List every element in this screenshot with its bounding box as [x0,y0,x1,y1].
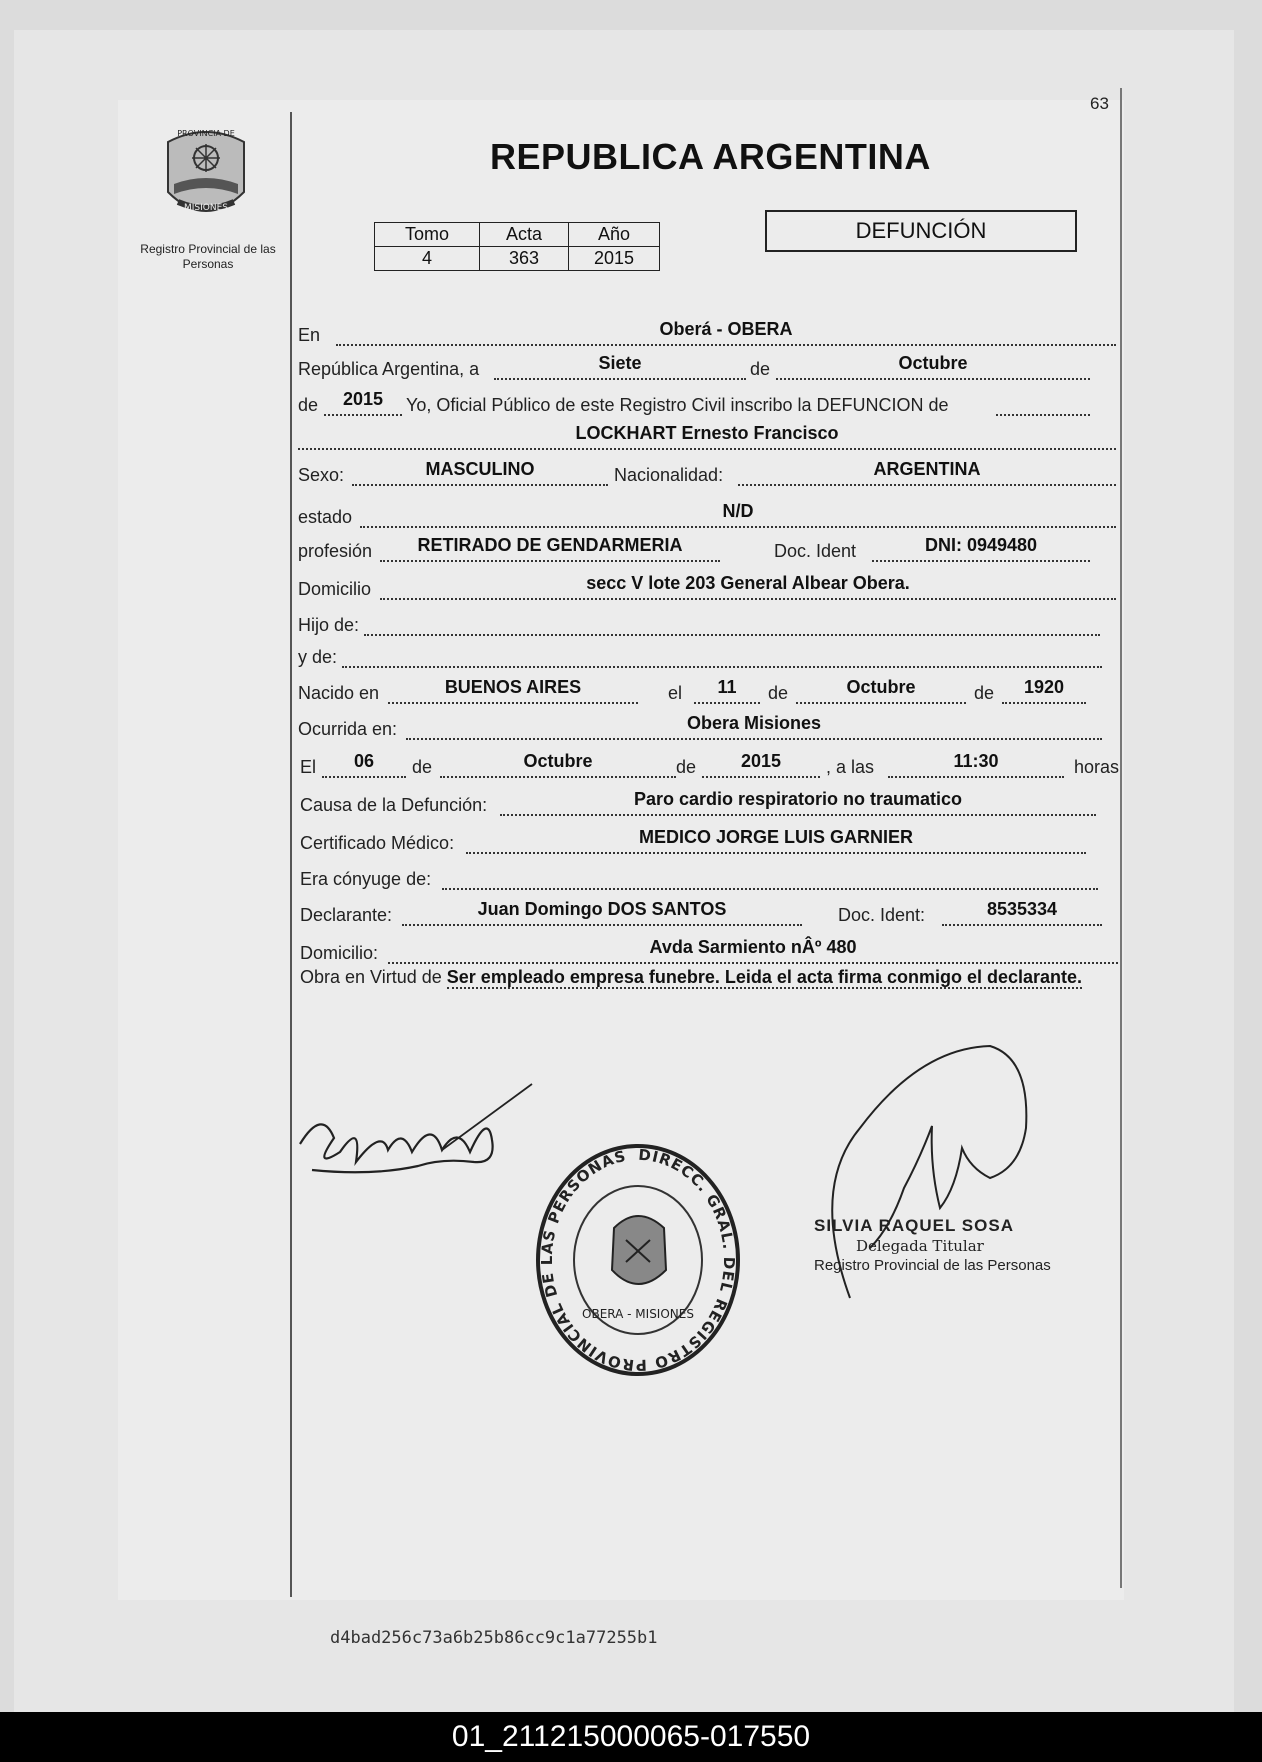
row-causa [298,788,1120,818]
row-nacido [298,676,1120,706]
sexo-label: Sexo: [298,465,345,485]
row-declarante [298,898,1120,928]
birth-de-label: de [768,683,789,703]
birth-year: 1920 [1002,676,1086,704]
right-margin-line [1120,88,1122,1588]
registry-table [374,222,660,271]
obra-paragraph [300,962,1122,992]
conyuge-value [442,862,1098,890]
nacido-label: Nacido en [298,683,380,703]
y-de-label: y de: [298,647,338,667]
svg-text:PROVINCIA DE: PROVINCIA DE [177,129,235,138]
page-title: REPUBLICA ARGENTINA [490,136,931,177]
row-certificado [298,826,1120,856]
row-sexo [298,458,1120,488]
deceased-name: LOCKHART Ernesto Francisco [298,422,1116,450]
table-value-tomo: 4 [375,247,480,271]
row-hijo-de [298,608,1120,638]
row-fecha-defuncion [298,750,1120,780]
hijo-de-label: Hijo de: [298,615,360,635]
sexo-value: MASCULINO [352,458,608,486]
profesion-value: RETIRADO DE GENDARMERIA [380,534,720,562]
official-stamp [532,1140,744,1386]
table-header-tomo: Tomo [375,223,480,247]
inscribo-blank [996,388,1090,416]
doc-ident-value: DNI: 0949480 [872,534,1090,562]
row-domicilio [298,572,1120,602]
row-ocurrida [298,712,1120,742]
declarante-value: Juan Domingo DOS SANTOS [402,898,802,926]
row-name [298,422,1120,452]
en-value: Oberá - OBERA [336,318,1116,346]
domicilio-value: secc V lote 203 General Albear Obera. [380,572,1116,600]
svg-text:MISIONES: MISIONES [183,203,229,213]
de-label: de [750,359,771,379]
svg-text:DIRECC. GRAL. DEL REGISTRO PRO: DIRECC. GRAL. DEL REGISTRO PROVINCIAL DE LAS PERSONAS [537,1145,739,1375]
declarante-doc: 8535334 [942,898,1102,926]
causa-label: Causa de la Defunción: [300,795,488,815]
birth-de2-label: de [974,683,995,703]
row-republica [298,352,1120,382]
death-de-label: de [412,757,433,777]
a-las-label: , a las [826,757,875,777]
en-label: En [298,325,321,345]
death-day: 06 [322,750,406,778]
nacido-value: BUENOS AIRES [388,676,638,704]
page-number: 63 [1090,94,1109,113]
obra-value: Ser empleado empresa funebre. Leida el acta firma conmigo el declarante. [446,967,1083,987]
official-office: Registro Provincial de las Personas [814,1257,1051,1274]
declarante-label: Declarante: [300,905,393,925]
declarant-signature [292,1080,542,1190]
day-word: Siete [494,352,746,380]
table-value-acta: 363 [480,247,569,271]
official-signature-block [814,1216,1051,1276]
republica-label: República Argentina, a [298,359,480,379]
row-profesion [298,534,1120,564]
row-year [298,388,1120,418]
death-year: 2015 [702,750,820,778]
doc-ident-label: Doc. Ident [774,541,857,561]
official-role: Delegada Titular [856,1237,984,1255]
footer-id: 01_211215000065-017550 [0,1712,1262,1762]
death-el-label: El [300,757,317,777]
official-name: SILVIA RAQUEL SOSA [814,1216,1014,1235]
nacionalidad-value: ARGENTINA [738,458,1116,486]
obra-label: Obra en Virtud de [300,967,442,987]
estado-value: N/D [360,500,1116,528]
y-de-value [342,640,1102,668]
death-month: Octubre [440,750,676,778]
birth-el-label: el [668,683,683,703]
ocurrida-label: Ocurrida en: [298,719,398,739]
domicilio2-label: Domicilio: [300,943,379,963]
causa-value: Paro cardio respiratorio no traumatico [500,788,1096,816]
declarante-domicilio: Avda Sarmiento nÂº 480 [388,936,1118,964]
row-conyuge [298,862,1120,892]
record-type-box: DEFUNCIÓN [765,210,1077,252]
estado-label: estado [298,507,353,527]
document-hash: d4bad256c73a6b25b86cc9c1a77255b1 [330,1628,658,1648]
month-value: Octubre [776,352,1090,380]
certificado-value: MEDICO JORGE LUIS GARNIER [466,826,1086,854]
hijo-de-value [364,608,1100,636]
row-en [298,318,1120,348]
ocurrida-value: Obera Misiones [406,712,1102,740]
domicilio-label: Domicilio [298,579,372,599]
year-value: 2015 [324,388,402,416]
row-y-de [298,640,1120,670]
svg-text:OBERA - MISIONES: OBERA - MISIONES [582,1307,694,1321]
table-header-anio: Año [569,223,660,247]
de-year-label: de [298,395,319,415]
table-value-anio: 2015 [569,247,660,271]
organization-name: Registro Provincial de las Personas [140,242,276,271]
death-time: 11:30 [888,750,1064,778]
row-estado [298,500,1120,530]
inscribo-text: Yo, Oficial Público de este Registro Civil inscribo la DEFUNCION de [406,395,949,415]
birth-month: Octubre [796,676,966,704]
provincial-crest-icon [158,122,254,232]
birth-day: 11 [694,676,760,704]
table-header-acta: Acta [480,223,569,247]
horas-label: horas [1074,757,1120,777]
death-de2-label: de [676,757,697,777]
left-margin-line [290,112,292,1597]
certificado-label: Certificado Médico: [300,833,455,853]
profesion-label: profesión [298,541,373,561]
doc-ident2-label: Doc. Ident: [838,905,926,925]
nacionalidad-label: Nacionalidad: [614,465,724,485]
conyuge-label: Era cónyuge de: [300,869,432,889]
